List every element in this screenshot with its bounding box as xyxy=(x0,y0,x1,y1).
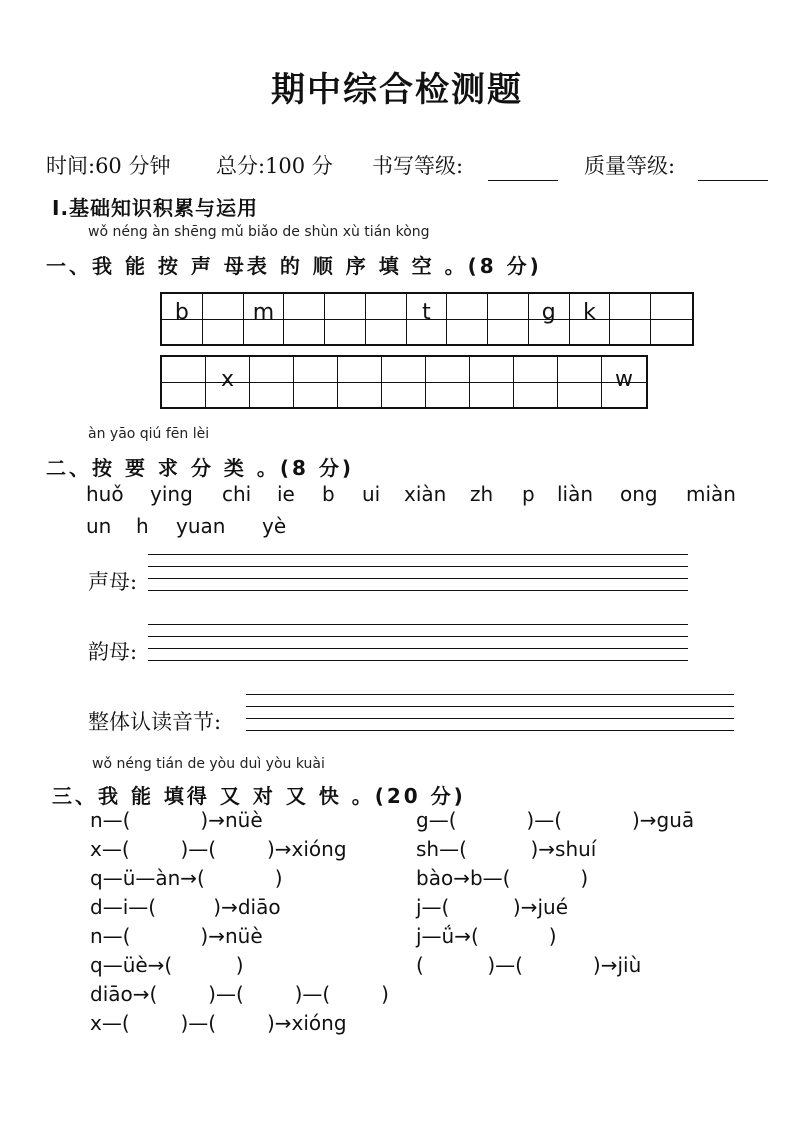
page-title: 期中综合检测题 xyxy=(271,70,523,110)
whole-syllables-label: 整体认读音节: xyxy=(88,710,222,734)
word-item: chi xyxy=(222,482,252,506)
grid-letter: g xyxy=(541,300,556,325)
word-item: ong xyxy=(620,482,658,506)
finals-label: 韵母: xyxy=(88,640,138,664)
q2-heading: 二、按 要 求 分 类 。(8 分) xyxy=(46,456,354,480)
grid-letter: k xyxy=(583,300,596,325)
grid-cell[interactable] xyxy=(382,357,426,407)
grid-cell[interactable] xyxy=(558,357,602,407)
fill-exercise[interactable]: n—( )→nüè xyxy=(90,924,263,948)
word-item: liàn xyxy=(557,482,594,506)
grid-cell[interactable] xyxy=(514,357,558,407)
grid-cell[interactable] xyxy=(162,357,206,407)
part-one-heading: Ⅰ.基础知识积累与运用 xyxy=(52,196,259,220)
q1-heading: 一、我 能 按 声 母表 的 顺 序 填 空 。(8 分) xyxy=(46,254,542,278)
grid-cell[interactable] xyxy=(426,357,470,407)
word-item: miàn xyxy=(686,482,736,506)
fill-exercise[interactable]: sh—( )→shuí xyxy=(416,837,597,861)
fill-exercise[interactable]: j—ǘ→( ) xyxy=(416,924,557,948)
word-item: yuan xyxy=(176,514,226,538)
fill-exercise[interactable]: ( )—( )→jiù xyxy=(416,953,642,977)
fill-exercise[interactable]: j—( )→jué xyxy=(416,895,569,919)
grid-letter: b xyxy=(174,300,189,325)
grid-cell[interactable] xyxy=(284,294,325,344)
fill-exercise[interactable]: bào→b—( ) xyxy=(416,866,589,890)
grid-letter: m xyxy=(252,300,275,325)
fill-exercise[interactable]: n—( )→nüè xyxy=(90,808,263,832)
quality-grade-blank[interactable] xyxy=(698,160,768,181)
grid-cell[interactable] xyxy=(325,294,366,344)
word-item: xiàn xyxy=(404,482,447,506)
grid-cell[interactable] xyxy=(203,294,244,344)
grid-cell xyxy=(407,294,448,344)
grid-cell[interactable] xyxy=(488,294,529,344)
time-info: 时间:60 分钟 xyxy=(46,154,171,178)
writing-grade-label: 书写等级: xyxy=(372,154,464,178)
q3-heading: 三、我 能 填得 又 对 又 快 。(20 分) xyxy=(52,784,466,808)
word-item: h xyxy=(136,514,149,538)
grid-cell[interactable] xyxy=(366,294,407,344)
grid-letter: w xyxy=(615,367,633,392)
whole-syllables-answer-lines[interactable] xyxy=(246,694,734,742)
grid-cell xyxy=(602,357,646,407)
grid-cell[interactable] xyxy=(338,357,382,407)
word-item: ying xyxy=(150,482,193,506)
grid-cell[interactable] xyxy=(250,357,294,407)
word-item: yè xyxy=(262,514,287,538)
grid-letter: x xyxy=(220,367,235,392)
fill-exercise[interactable]: g—( )—( )→guā xyxy=(416,808,695,832)
word-item: zh xyxy=(470,482,494,506)
fill-exercise[interactable]: d—i—( )→diāo xyxy=(90,895,281,919)
alphabet-grid-row-2 xyxy=(160,355,648,409)
grid-cell xyxy=(529,294,570,344)
word-item: b xyxy=(322,482,335,506)
grid-cell[interactable] xyxy=(470,357,514,407)
word-item: huǒ xyxy=(86,482,124,506)
grid-cell[interactable] xyxy=(651,294,692,344)
grid-letter: t xyxy=(422,300,431,325)
word-item: p xyxy=(522,482,535,506)
finals-answer-lines[interactable] xyxy=(148,624,688,672)
fill-exercise[interactable]: x—( )—( )→xióng xyxy=(90,1011,347,1035)
word-item: ui xyxy=(362,482,381,506)
word-item: un xyxy=(86,514,112,538)
grid-cell xyxy=(244,294,285,344)
word-item: ie xyxy=(277,482,295,506)
initials-label: 声母: xyxy=(88,570,138,594)
total-score-info: 总分:100 分 xyxy=(216,154,333,178)
fill-exercise[interactable]: x—( )—( )→xióng xyxy=(90,837,347,861)
grid-cell xyxy=(206,357,250,407)
grid-cell[interactable] xyxy=(610,294,651,344)
initials-answer-lines[interactable] xyxy=(148,554,688,602)
q3-pinyin: wǒ néng tián de yòu duì yòu kuài xyxy=(92,756,325,772)
grid-cell[interactable] xyxy=(447,294,488,344)
fill-exercise[interactable]: q—ü—àn→( ) xyxy=(90,866,283,890)
q1-pinyin: wǒ néng àn shēng mǔ biǎo de shùn xù tián kòng xyxy=(88,224,430,240)
grid-cell[interactable] xyxy=(294,357,338,407)
fill-exercise[interactable]: diāo→( )—( )—( ) xyxy=(90,982,389,1006)
grid-cell xyxy=(162,294,203,344)
q2-pinyin: àn yāo qiú fēn lèi xyxy=(88,426,210,442)
alphabet-grid-row-1 xyxy=(160,292,694,346)
fill-exercise[interactable]: q—üè→( ) xyxy=(90,953,244,977)
writing-grade-blank[interactable] xyxy=(488,160,558,181)
quality-grade-label: 质量等级: xyxy=(584,154,676,178)
grid-cell xyxy=(570,294,611,344)
